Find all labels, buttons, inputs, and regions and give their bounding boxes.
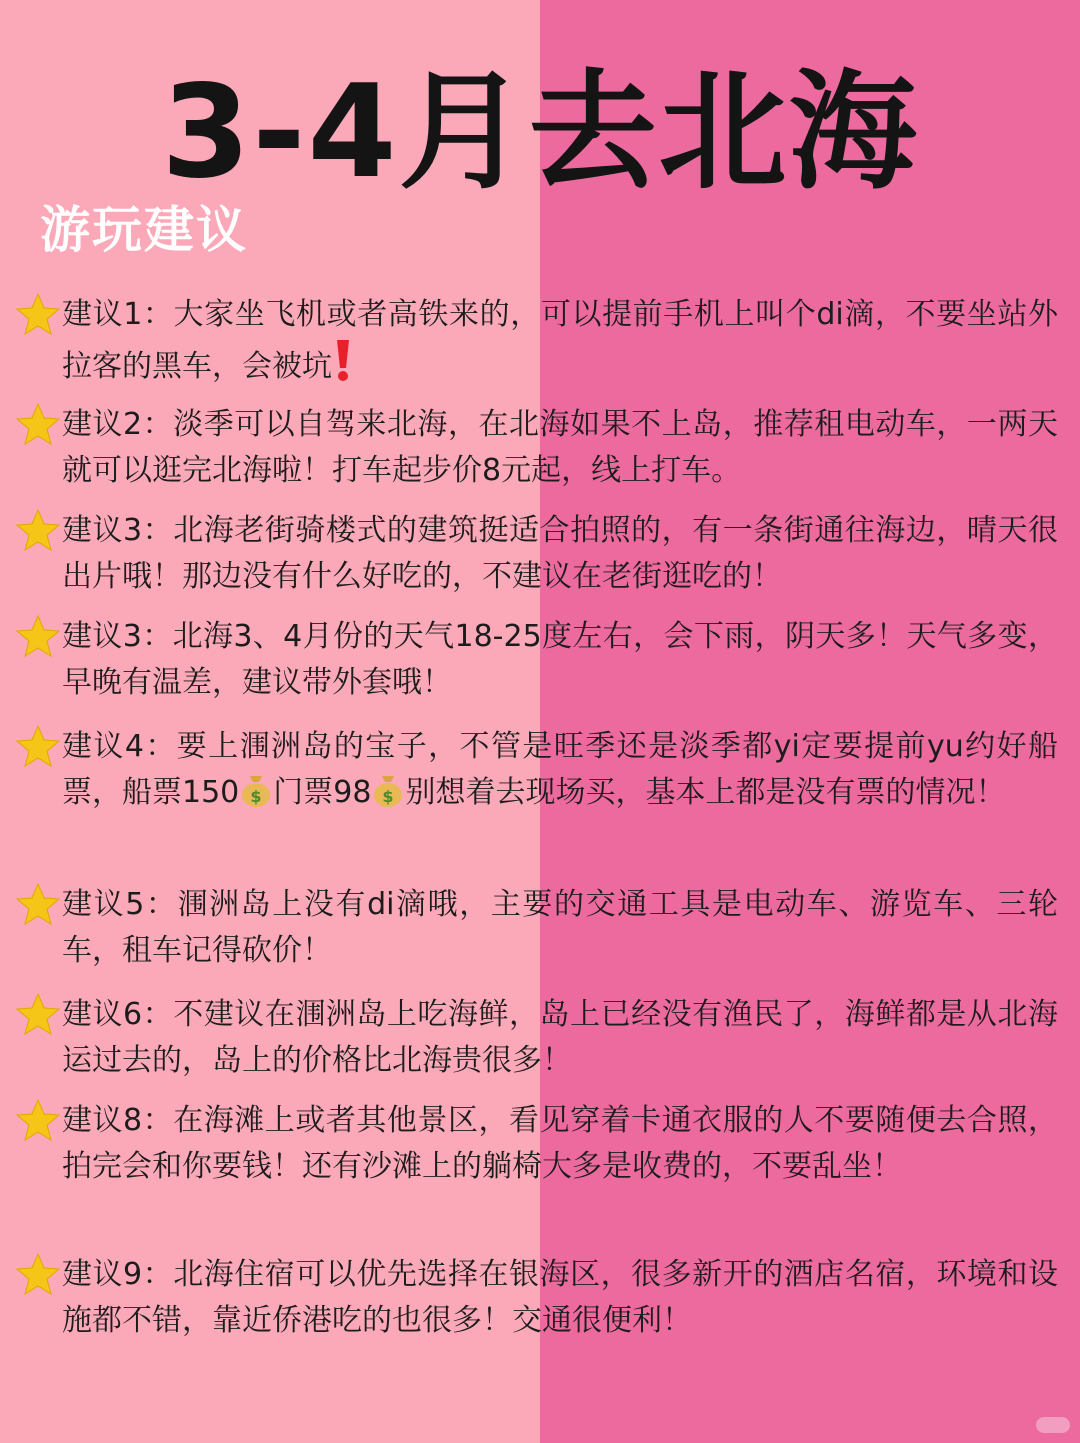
tip-text: 建议2：淡季可以自驾来北海，在北海如果不上岛，推荐租电动车，一两天就可以逛完北海啦！打车起步价8元起，线上打车。 <box>62 407 1058 488</box>
tip-text-part: 建议4：要上涠洲岛的宝子，不管是旺季还是淡季都yi定要提前yu约好船票，船票150 <box>62 729 1058 810</box>
star-icon <box>16 1098 60 1142</box>
tip-text-part: 门票98 <box>273 775 372 810</box>
star-icon <box>16 614 60 658</box>
money-bag-icon <box>371 772 405 808</box>
tip-text: 建议3：北海3、4月份的天气18-25度左右，会下雨，阴天多！天气多变，早晚有温差，建议带外套哦！ <box>62 619 1058 700</box>
star-icon <box>16 508 60 552</box>
tip-text: 建议6：不建议在涠洲岛上吃海鲜，岛上已经没有渔民了，海鲜都是从北海运过去的，岛上的价格比北海贵很多！ <box>62 997 1058 1078</box>
page-title: 3-4月去北海 <box>161 58 919 207</box>
svg-text:$: $ <box>382 787 395 806</box>
tip-text: 建议8：在海滩上或者其他景区，看见穿着卡通衣服的人不要随便去合照，拍完会和你要钱！还有沙滩上的躺椅大多是收费的，不要乱坐！ <box>62 1103 1058 1184</box>
tip-text-part: 别想着去现场买，基本上都是没有票的情况！ <box>405 775 1006 810</box>
watermark-logo <box>1036 1417 1070 1433</box>
svg-text:$: $ <box>250 787 262 806</box>
tip-text <box>62 292 1058 390</box>
star-icon <box>16 1252 60 1296</box>
tip-text: 建议3：北海老街骑楼式的建筑挺适合拍照的，有一条街通往海边，晴天很出片哦！那边没有什么好吃的，不建议在老街逛吃的！ <box>62 513 1058 594</box>
star-icon <box>16 724 60 768</box>
tip-text: 建议9：北海住宿可以优先选择在银海区，很多新开的酒店名宿，环境和设施都不错，靠近侨港吃的也很多！交通很便利！ <box>62 1257 1058 1338</box>
page-subtitle: 游玩建议 <box>40 201 248 259</box>
tip-text <box>62 724 1058 816</box>
red-exclamation-icon <box>332 338 354 382</box>
star-icon <box>16 992 60 1036</box>
star-icon <box>16 292 60 336</box>
tip-text: 建议5：涠洲岛上没有di滴哦，主要的交通工具是电动车、游览车、三轮车，租车记得砍价！ <box>62 887 1058 968</box>
star-icon <box>16 402 60 446</box>
money-bag-icon <box>239 772 273 808</box>
tip-text-part: 建议1：大家坐飞机或者高铁来的，可以提前手机上叫个di滴，不要坐站外拉客的黑车，会被坑 <box>62 297 1058 384</box>
background-right-panel <box>540 0 1080 1443</box>
star-icon <box>16 882 60 926</box>
